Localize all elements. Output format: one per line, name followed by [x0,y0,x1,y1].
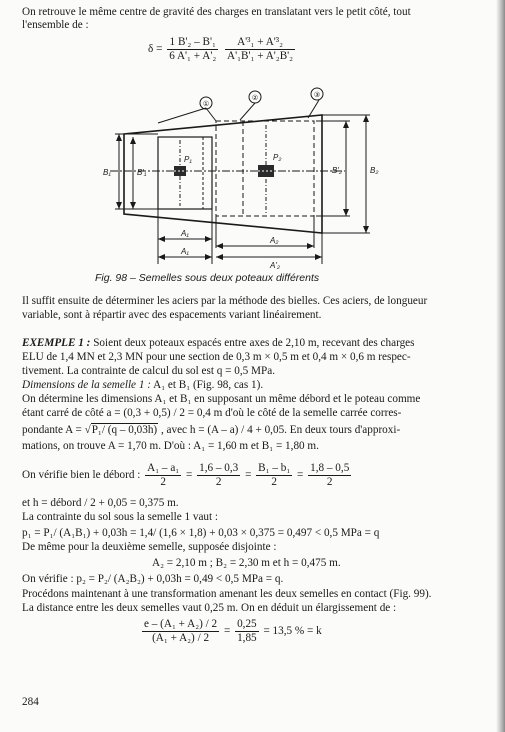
example-title: EXEMPLE 1 : [22,337,91,349]
f2-den: 2 [215,476,222,488]
verify-start: On vérifie bien le débord : [22,469,141,481]
example-line-16: Procédons maintenant à une transformation amenant les deux semelles en contact (Fig. 99). [22,588,432,600]
example-line-11: La contrainte du sol sous la semelle 1 vaut : [22,511,219,523]
example-line-1-rest: Soient deux poteaux espacés entre axes de 2,10 m, recevant des charges [93,337,415,349]
e-result: = 13,5 % = k [263,625,322,637]
example-line-2: ELU de 1,4 MN et 2,3 MN pour une section de 0,3 m × 0,5 m et 0,4 m × 0,6 m respec- [22,351,411,363]
f1-den: 2 [160,476,166,488]
delta-den-a: 6 A'₁ + A'₂ [169,50,217,62]
label-b1: B₁ [103,168,111,177]
dims-title: Dimensions de la semelle 1 : [22,379,151,391]
label-a2: A₂ [270,236,279,245]
label-p1: P₁ [184,155,192,164]
intro-line-2: l'ensemble de : [22,19,89,31]
label-a1-lower: A₁ [181,247,189,256]
example-line-10: et h = débord / 2 + 0,05 = 0,375 m. [22,497,179,509]
elargissement-formula: $\frac{\text{e – (A₁ + A₂) / 2}}{\text{(A₁ + A₂) / 2}}$ = $\frac{0,25}{1,85}$ = 13,5 % = k [144,618,322,644]
f2-num: 1,6 – 0,3 [199,462,239,474]
line7-start: pondante A = [22,424,82,436]
label-p2: P₂ [273,153,282,162]
intro-line-1: On retrouve le même centre de gravité des charges en translatant vers le petit côté, tout [22,6,411,18]
line7-end: , avec h = (A – a) / 4 + 0,05. En deux tours d'approxi- [160,424,401,436]
e-num: e – (A₁ + A₂) / 2 [144,618,218,630]
e-den-2: 1,85 [237,632,257,644]
example-line-3: tivement. La contrainte de calcul du sol est q = 0,5 MPa. [22,365,275,377]
f3-num: B₁ – b₁ [258,462,291,474]
example-line-13: De même pour la deuxième semelle, supposée disjointe : [22,541,277,553]
delta-lhs: δ = [148,43,163,55]
f4-den: 2 [326,476,333,488]
f3-den: 2 [271,476,277,488]
example-line-17: La distance entre les deux semelles vaut 0,25 m. On en déduit un élargissement de : [22,602,397,614]
label-circle-2: ② [251,95,259,102]
example-line-6: étant carré de côté a = (0,3 + 0,5) / 2 = 0,4 m d'où le côté de la semelle carrée corres- [22,407,402,419]
e-num-2: 0,25 [237,618,257,630]
example-line-4 [22,379,263,392]
label-b1-prime: B'₁ [137,168,147,177]
figure-caption: Fig. 98 – Semelles sous deux poteaux différents [95,272,320,284]
example-line-15: On vérifie : p₂ = P₂/ (A₂B₂) + 0,03h = 0,49 < 0,5 MPa = q. [22,573,284,585]
verify-line: On vérifie bien le débord : $\frac{\text{A₁ – a₁}}{2}$ = $\frac{1,6 - 0,3}{2}$ = $\frac{\text{B₁ – b₁}}{2}$ = $\frac{1,8 - 0,5}{2}$ [22,462,350,488]
label-a1-upper: A₁ [181,229,189,238]
example-line-7: pondante A = √P₁/ (q – 0,03h) , avec h = (A – a) / 4 + 0,05. En deux tours d'approxi- [22,424,401,436]
label-b2-prime: B'₂ [332,166,342,175]
example-line-14: A₂ = 2,10 m ; B₂ = 2,30 m et h = 0,475 m. [152,557,341,569]
delta-den-b: A'₁B'₁ + A'₂B'₂ [227,50,294,62]
f4-num: 1,8 – 0,5 [310,462,350,474]
example-line-8: mations, on trouve A = 1,70 m. D'où : A₁ = 1,60 m et B₁ = 1,80 m. [22,440,319,452]
sqrt-content: P₁/ (q – 0,03h) [91,424,158,436]
page-number: 284 [22,696,39,708]
para1-line-2: variable, sont à répartir avec des espacements variant linéairement. [22,309,322,321]
page-edge-shadow [496,0,505,732]
label-a2-prime: A'₂ [270,261,280,270]
para1-line-1: Il suffit ensuite de déterminer les aciers par la méthode des bielles. Ces aciers, de longueur [22,295,428,307]
example-line-5: On détermine les dimensions A₁ et B₁ en supposant un même débord et le poteau comme [22,393,421,405]
delta-num-a: 1 B'₂ – B'₁ [167,36,218,50]
delta-num-b: A'³₁ + A'³₂ [225,36,295,50]
example-line-1 [22,337,415,350]
e-den: (A₁ + A₂) / 2 [152,632,210,644]
example-line-12: p₁ = P₁/ (A₁B₁) + 0,03h = 1,4/ (1,6 × 1,8) + 0,03 × 0,375 = 0,497 < 0,5 MPa = q [22,527,380,539]
figure-98-diagram [0,0,505,290]
f1-num: A₁ – a₁ [147,462,180,474]
label-circle-3: ③ [313,92,321,99]
label-b2: B₂ [370,166,379,175]
dims-rest: A₁ et B₁ (Fig. 98, cas 1). [153,379,264,391]
label-circle-1: ① [202,101,210,108]
